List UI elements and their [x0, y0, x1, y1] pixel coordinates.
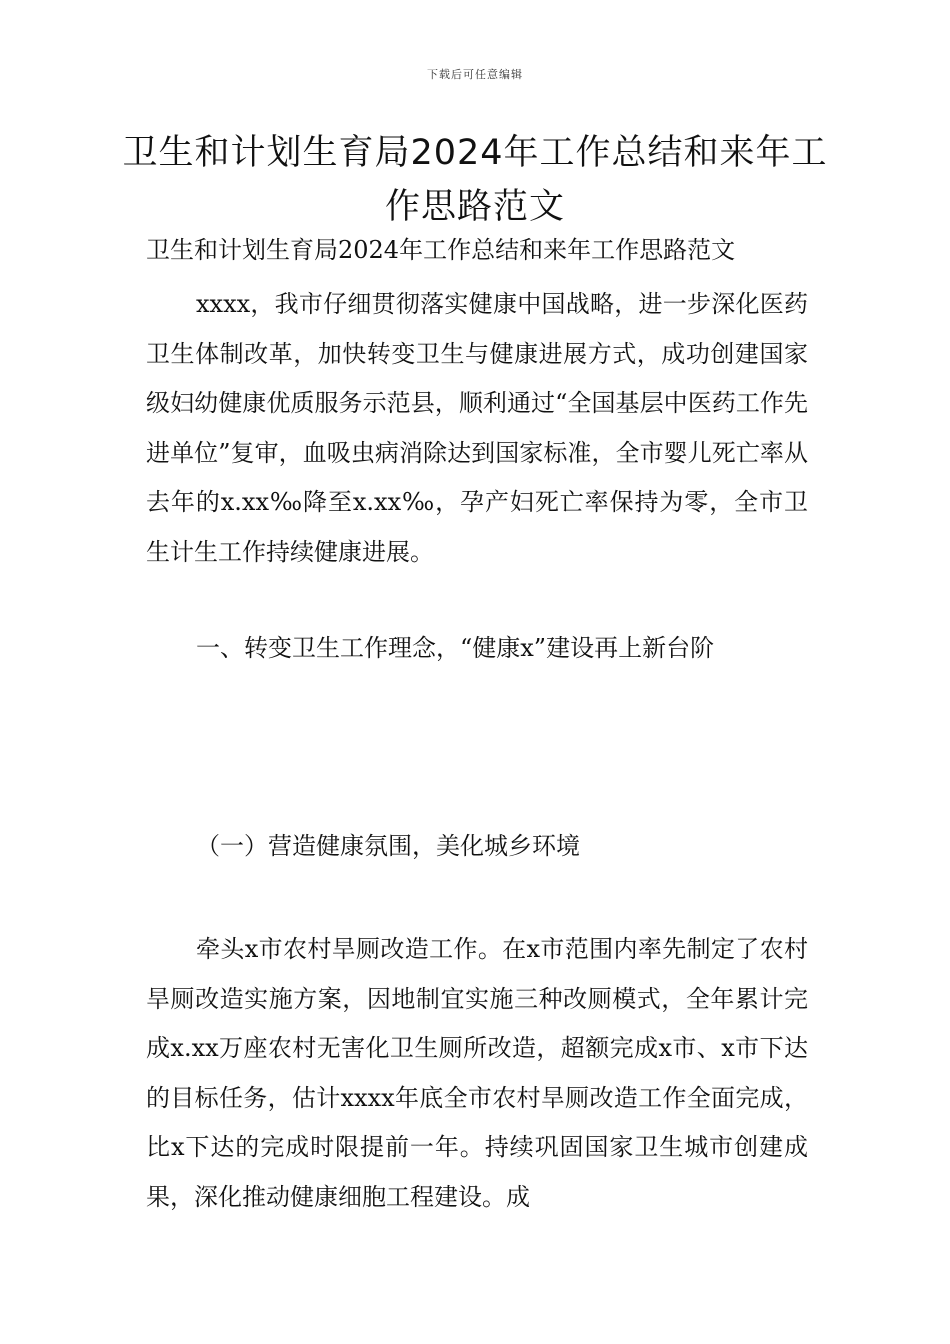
document-title: 卫生和计划生育局2024年工作总结和来年工作思路范文 [122, 133, 828, 227]
body-paragraph: 牵头x市农村旱厕改造工作。在x市范围内率先制定了农村旱厕改造实施方案，因地制宜实施三种改厕模式，全年累计完成x.xx万座农村无害化卫生厕所改造，超额完成x市、x市下达的目标任务，估计xxxx年底全市农村旱厕改造工作全面完成，比x下达的完成时限提前一年。持续巩固国家卫生城市创建成果，深化推动健康细胞工程建设。成 [146, 935, 808, 1211]
section-heading: 一、转变卫生工作理念，“健康x”建设再上新台阶 [196, 634, 715, 662]
intro-paragraph: xxxx，我市仔细贯彻落实健康中国战略，进一步深化医药卫生体制改革，加快转变卫生与健康进展方式，成功创建国家级妇幼健康优质服务示范县，顺利通过“全国基层中医药工作先进单位”复审，血吸虫病消除达到国家标准，全市婴儿死亡率从去年的x.xx‰降至x.xx‰，孕产妇死亡率保持为零，全市卫生计生工作持续健康进展。 [146, 290, 808, 566]
download-note: 下载后可任意编辑 [427, 68, 523, 81]
document-subtitle: 卫生和计划生育局2024年工作总结和来年工作思路范文 [146, 236, 736, 264]
subsection-heading: （一）营造健康氛围，美化城乡环境 [196, 832, 580, 860]
